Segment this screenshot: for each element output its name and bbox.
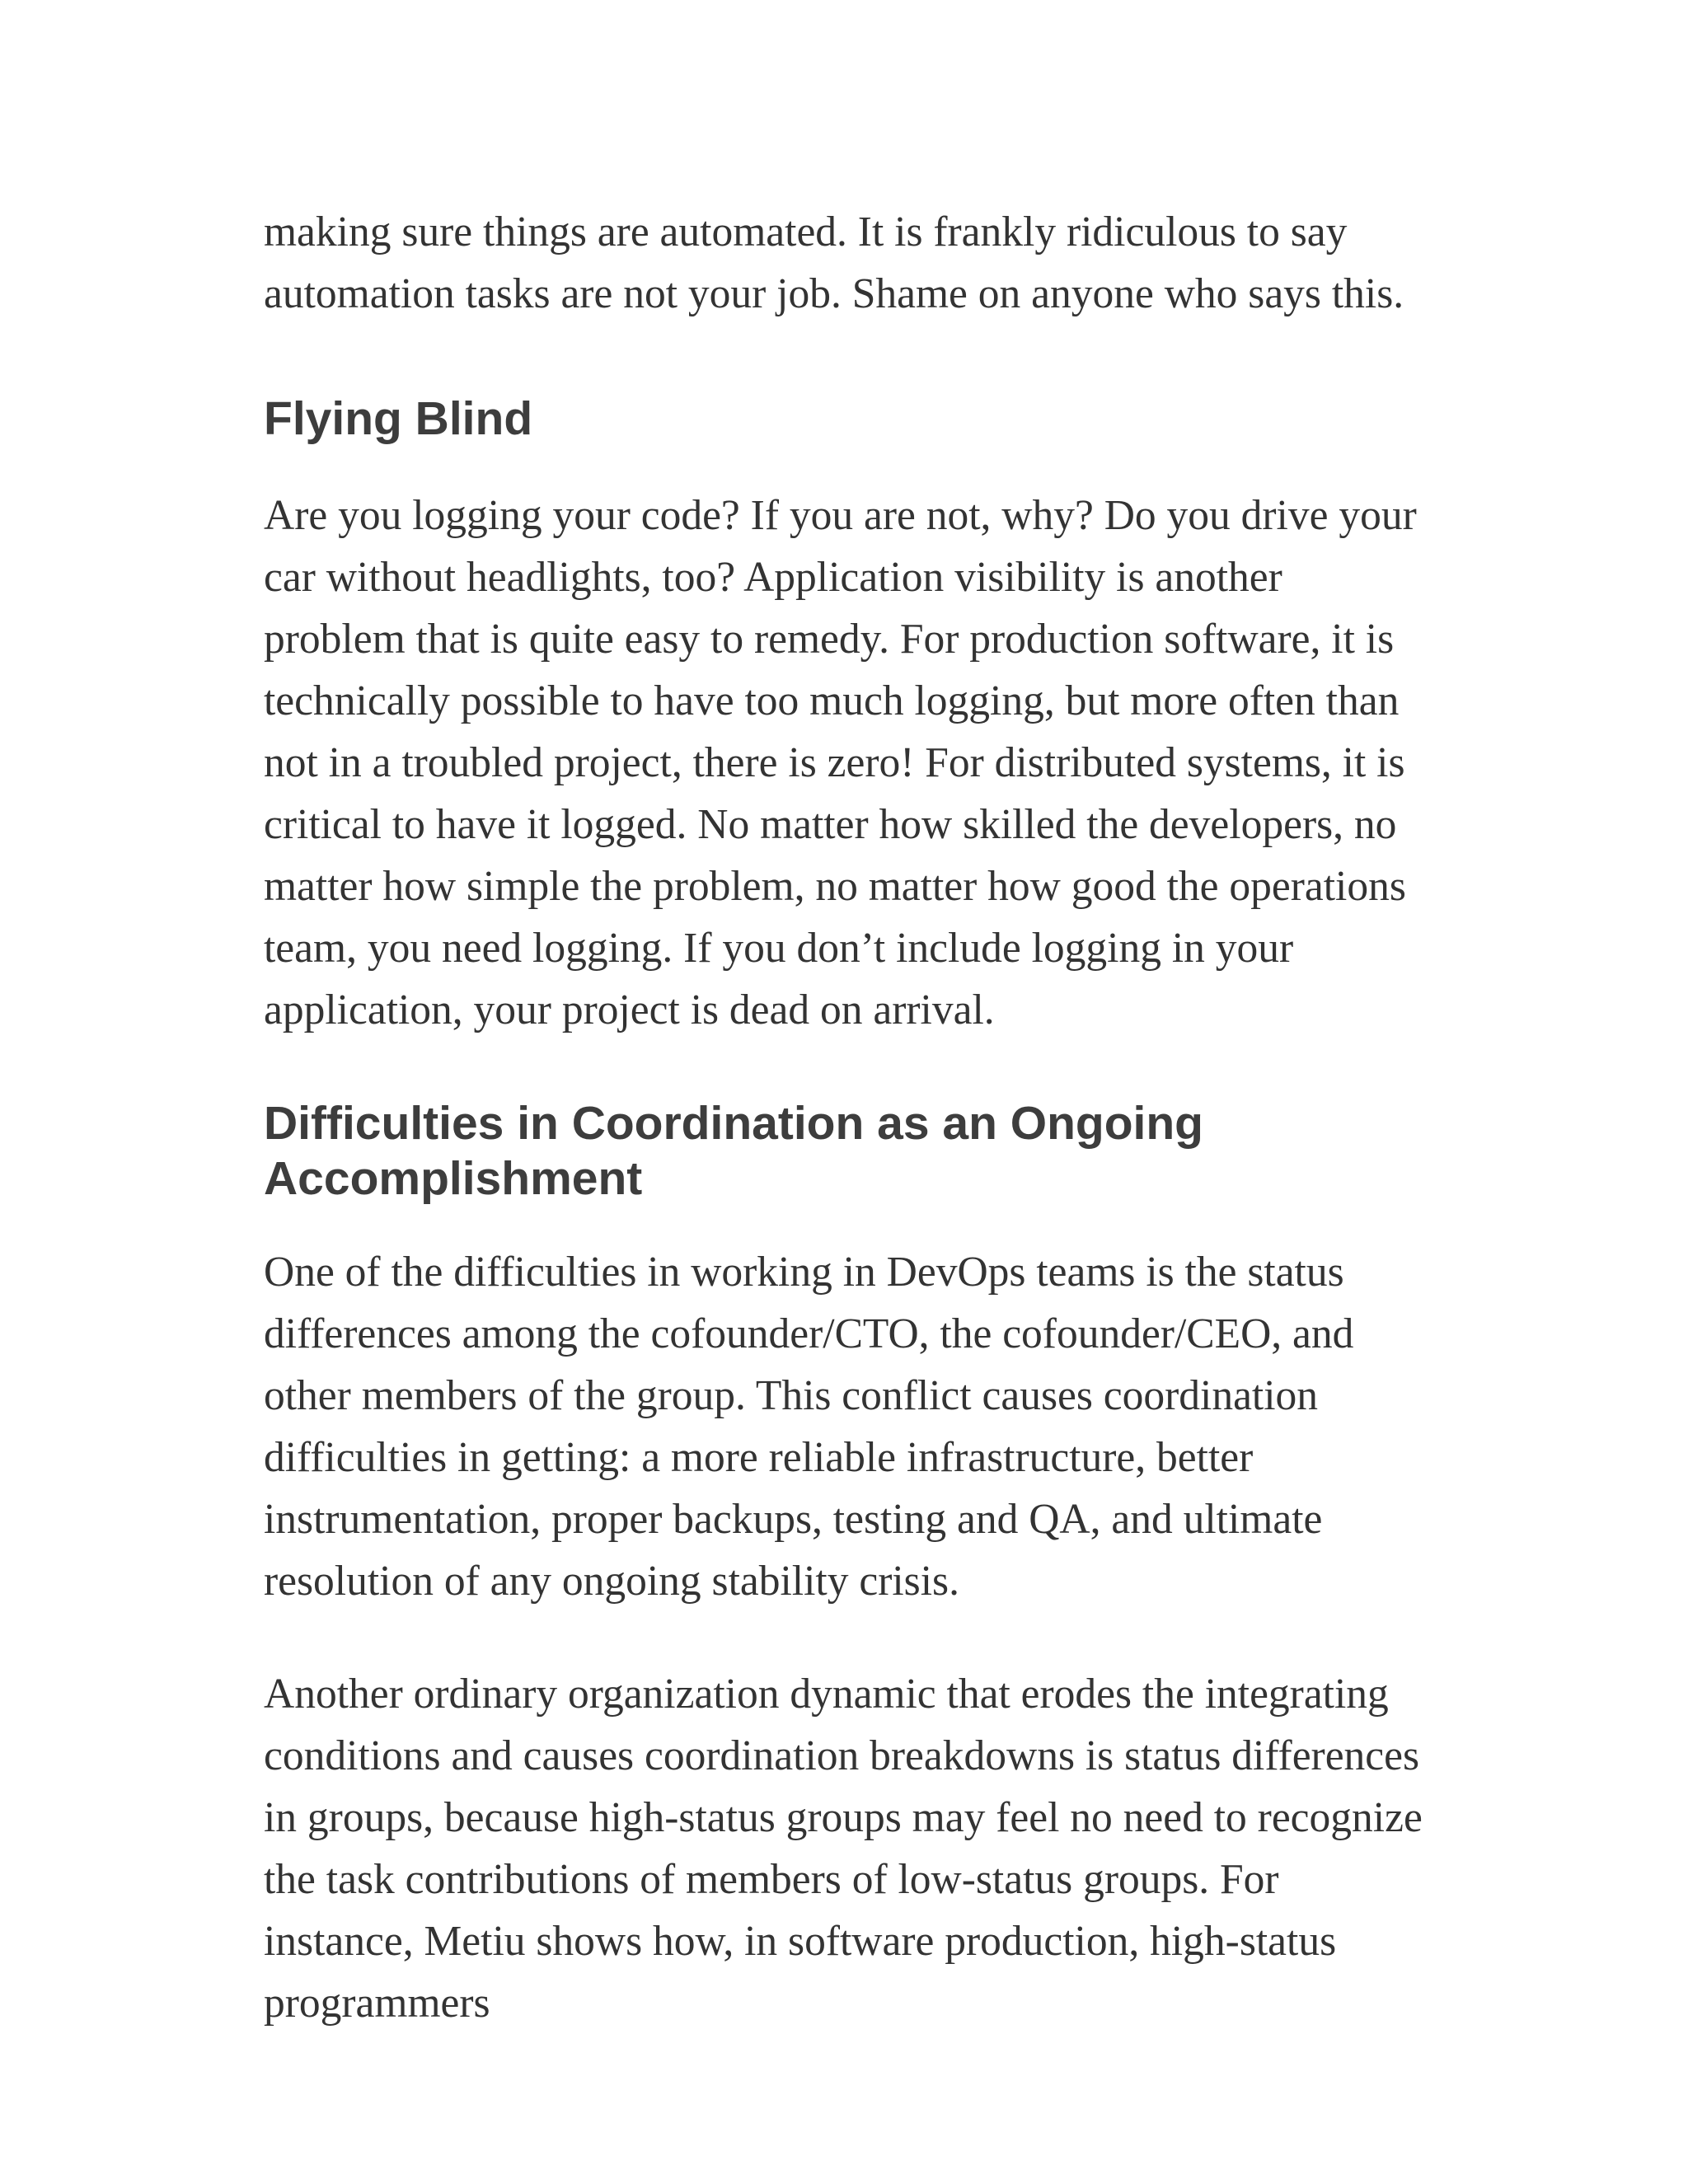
heading-flying-blind: Flying Blind <box>264 392 533 445</box>
heading-coordination: Difficulties in Coordination as an Ongoing Accomplishment <box>264 1097 1203 1205</box>
paragraph-organization-dynamic: Another ordinary organization dynamic that erodes the integrating conditions and causes coordination breakdowns is status differences in groups, because high-status groups may feel no need to recognize the task contributions of members of low-status groups. For instance, Metiu shows how, in software production, high-status programmers <box>264 1671 1423 2027</box>
paragraph-status-differences: One of the difficulties in working in DevOps teams is the status differences among the cofounder/CTO, the cofounder/CEO, and other members of the group. This conflict causes coordination difficulties in getting: a more reliable infrastructure, better instrumentation, proper backups, testing and QA, and ultimate resolution of any ongoing stability crisis. <box>264 1249 1354 1605</box>
document-page <box>264 201 1434 2034</box>
paragraph-automation: making sure things are automated. It is frankly ridiculous to say automation tasks are not your job. Shame on anyone who says this. <box>264 209 1404 317</box>
paragraph-logging: Are you logging your code? If you are not, why? Do you drive your car without headlights, too? Application visibility is another problem that is quite easy to remedy. For production software, it is technically possible to have too much logging, but more often than not in a troubled project, there is zero! For distributed systems, it is critical to have it logged. No matter how skilled the developers, no matter how simple the problem, no matter how good the operations team, you need logging. If you don’t include logging in your application, your project is dead on arrival. <box>264 492 1417 1033</box>
